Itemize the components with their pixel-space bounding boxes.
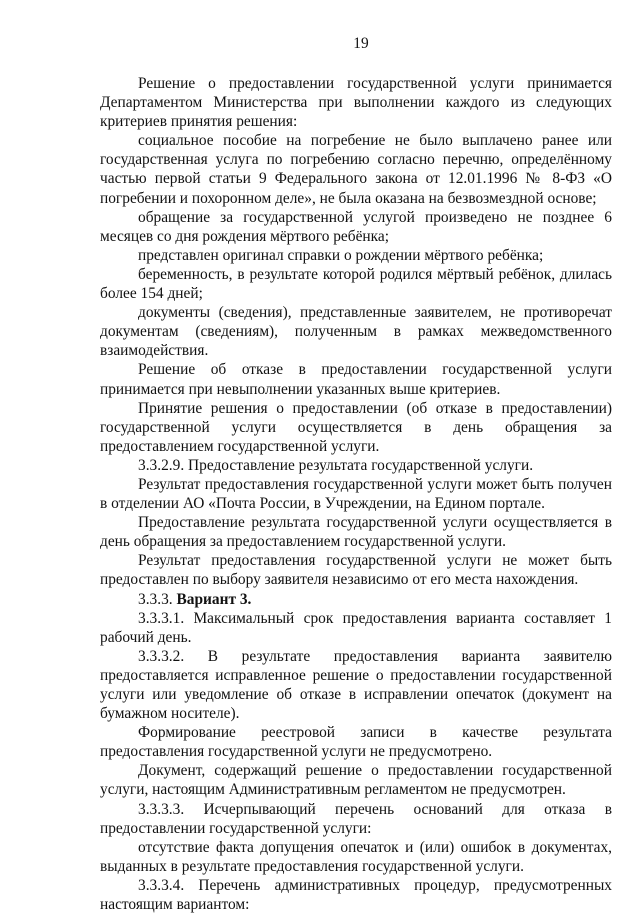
paragraph-criterion-deadline: обращение за государственной услугой произведено не позднее 6 месяцев со дня рождения мёртвого ребёнка; bbox=[100, 208, 612, 245]
variant-heading-number: 3.3.3. bbox=[138, 590, 173, 608]
page-number: 19 bbox=[353, 35, 369, 52]
variant-heading-title: Вариант 3. bbox=[176, 590, 252, 608]
paragraph-criterion-pregnancy: беременность, в результате которой родился мёртвый ребёнок, длилась более 154 дней; bbox=[100, 265, 612, 303]
paragraph-3-3-3-1: 3.3.3.1. Максимальный срок предоставления варианта составляет 1 рабочий день. bbox=[100, 609, 612, 646]
paragraph-result-channels: Результат предоставления государственной услуги может быть получен в отделении АО «Почта России, в Учреждении, на Едином портале. bbox=[100, 475, 612, 513]
paragraph-result-day: Предоставление результата государственной услуги осуществляется в день обращения за предоставлением государственной услуги. bbox=[100, 514, 612, 551]
paragraph-criterion-allowance: социальное пособие на погребение не было выплачено ранее или государственная услуга по погребению согласно перечню, определённому частью первой статьи 9 Федерального закона от 12.01.1996 № 8-ФЗ «О погребении и похоронном деле», не была оказана на безвозмездной основе; bbox=[100, 132, 612, 207]
paragraph-decision-document: Документ, содержащий решение о предоставлении государственной услуги, настоящим Административным регламентом не предусмотрен. bbox=[100, 762, 612, 799]
paragraph-criterion-certificate: представлен оригинал справки о рождении мёртвого ребёнка; bbox=[138, 246, 544, 264]
paragraph-registry-record: Формирование реестровой записи в качестве результата предоставления государственной услуги не предусмотрено. bbox=[100, 724, 612, 761]
paragraph-decision-criteria: Решение о предоставлении государственной услуги принимается Департаментом Министерства при выполнении каждого из следующих критериев принятия решения: bbox=[100, 75, 612, 131]
paragraph-refusal-ground: отсутствие факта допущения опечаток и (или) ошибок в документах, выданных в результате предоставления государственной услуги. bbox=[100, 838, 612, 875]
paragraph-result-extraterritorial: Результат предоставления государственной услуги не может быть предоставлен по выбору заявителя независимо от его места нахождения. bbox=[100, 552, 612, 589]
paragraph-criterion-documents: документы (сведения), представленные заявителем, не противоречат документам (сведениям), полученным в рамках межведомственного взаимодействия. bbox=[100, 304, 612, 360]
paragraph-3-3-3-2: 3.3.3.2. В результате предоставления варианта заявителю предоставляется исправленное решение о предоставлении государственной услуги или уведомление об отказе в исправлении опечаток (документ на бумажном носителе). bbox=[100, 647, 612, 723]
paragraph-refusal: Решение об отказе в предоставлении государственной услуги принимается при невыполнении указанных выше критериев. bbox=[100, 361, 612, 398]
paragraph-section-3-3-2-9: 3.3.2.9. Предоставление результата государственной услуги. bbox=[138, 456, 534, 474]
paragraph-decision-day: Принятие решения о предоставлении (об отказе в предоставлении) государственной услуги осуществляется в день обращения за предоставлением государственной услуги. bbox=[100, 399, 612, 455]
paragraph-3-3-3-4: 3.3.3.4. Перечень административных процедур, предусмотренных настоящим вариантом: bbox=[100, 876, 612, 914]
paragraph-3-3-3-3: 3.3.3.3. Исчерпывающий перечень оснований для отказа в предоставлении государственной услуги: bbox=[100, 800, 612, 837]
variant-heading bbox=[100, 590, 612, 609]
